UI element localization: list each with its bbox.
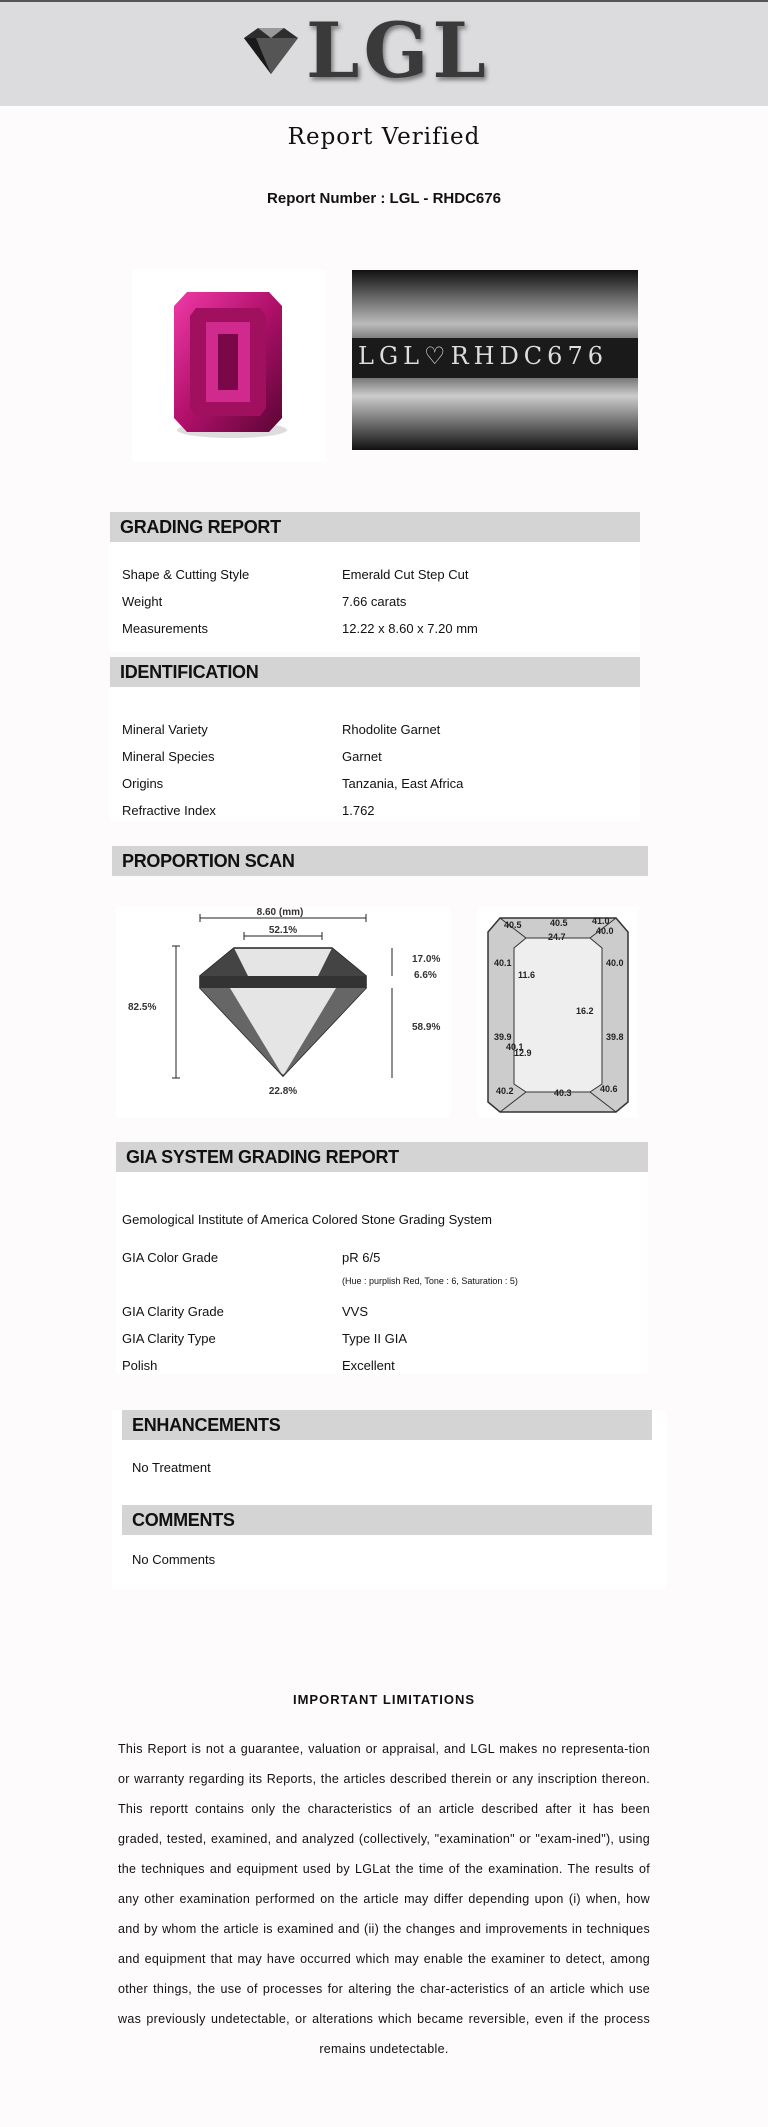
girdle-percent: 6.6%: [414, 970, 437, 981]
gia-color-value: pR 6/5: [342, 1250, 381, 1265]
logo-text: LGL: [306, 6, 490, 95]
header-banner: [0, 0, 768, 106]
refractive-index-label: Refractive Index: [122, 803, 216, 818]
top-view-diagram: [478, 906, 638, 1118]
facet-value: 40.3: [554, 1088, 572, 1098]
facet-value: 39.8: [606, 1032, 624, 1042]
report-number: Report Number : LGL - RHDC676: [267, 190, 501, 207]
facet-value: 11.6: [518, 970, 536, 980]
enhancements-value: No Treatment: [132, 1460, 211, 1475]
mineral-species-label: Mineral Species: [122, 749, 215, 764]
clarity-type-value: Type II GIA: [342, 1331, 408, 1346]
grading-report-section: [110, 512, 640, 652]
refractive-index-value: 1.762: [342, 803, 375, 818]
facet-value: 40.2: [496, 1086, 514, 1096]
inscription-photo: [352, 270, 638, 450]
facet-value: 16.2: [576, 1006, 594, 1016]
facet-value: 24.7: [548, 932, 566, 942]
identification-header: IDENTIFICATION: [110, 657, 640, 687]
mineral-species-value: Garnet: [342, 749, 382, 764]
facet-value: 40.1: [494, 958, 512, 968]
gia-grading-section: [116, 1142, 648, 1374]
gemstone-photo: [132, 270, 326, 462]
comments-header: COMMENTS: [122, 1505, 652, 1535]
measurements-label: Measurements: [122, 621, 208, 636]
shape-value: Emerald Cut Step Cut: [342, 567, 469, 582]
clarity-grade-value: VVS: [342, 1304, 369, 1319]
table-percent: 52.1%: [268, 925, 298, 936]
clarity-grade-label: GIA Clarity Grade: [122, 1304, 224, 1319]
laser-inscription: LGL♡RHDC676: [358, 342, 608, 370]
origins-value: Tanzania, East Africa: [342, 776, 464, 791]
facet-value: 40.0: [596, 926, 614, 936]
culet-percent: 22.8%: [268, 1086, 298, 1097]
facet-value: 39.9: [494, 1032, 512, 1042]
weight-label: Weight: [122, 594, 163, 609]
pavilion-percent: 58.9%: [412, 1022, 441, 1033]
identification-section: [110, 657, 640, 822]
grading-report-header: GRADING REPORT: [110, 512, 640, 542]
comments-value: No Comments: [132, 1552, 216, 1567]
diamond-logo-icon: [236, 26, 306, 76]
crown-percent: 17.0%: [412, 954, 441, 965]
gia-grading-header: GIA SYSTEM GRADING REPORT: [116, 1142, 648, 1172]
clarity-type-label: GIA Clarity Type: [122, 1331, 216, 1346]
shape-label: Shape & Cutting Style: [122, 567, 250, 582]
enhancements-header: ENHANCEMENTS: [122, 1410, 652, 1440]
facet-value: 41.0: [592, 916, 610, 926]
width-label: 8.60 (mm): [256, 907, 304, 918]
facet-value: 40.1: [506, 1042, 524, 1052]
weight-value: 7.66 carats: [342, 594, 407, 609]
facet-value: 40.6: [600, 1084, 618, 1094]
proportion-scan-header: PROPORTION SCAN: [112, 846, 648, 876]
gia-color-label: GIA Color Grade: [122, 1250, 219, 1265]
origins-label: Origins: [122, 776, 164, 791]
facet-value: 40.0: [606, 958, 624, 968]
facet-value: 12.9: [514, 1048, 532, 1058]
page-title: Report Verified: [287, 124, 481, 150]
facet-value: 40.5: [550, 918, 568, 928]
measurements-value: 12.22 x 8.60 x 7.20 mm: [342, 621, 478, 636]
enhancements-comments-section: [112, 1410, 666, 1590]
proportion-scan-section: [112, 846, 648, 876]
mineral-variety-label: Mineral Variety: [122, 722, 208, 737]
limitations-text: This Report is not a guarantee, valuation or appraisal, and LGL makes no representa-tion or warranty regarding its Reports, the articles described therein or any inscription thereon. This reportt contains only the characteristics of an article described after it has been graded, tested, examined, and analyzed (collectively, "examination" or "exam-ined"), using the techniques and equipment used by LGLat the time of the examination. The results of any other examination performed on the article may differ depending upon (i) when, how and by whom the article is examined and (ii) the changes and improvements in techniques and equipment that may have occurred which may enable the examiner to detect, among other things, the use of processes for altering the char-acteristics of an article which use was previously undetectable, or alterations which became reversible, even if the process remains undetectable.: [118, 1742, 650, 2056]
facet-value: 40.5: [504, 920, 522, 930]
polish-value: Excellent: [342, 1358, 395, 1373]
gia-color-note: (Hue : purplish Red, Tone : 6, Saturation : 5): [342, 1276, 518, 1286]
side-profile-diagram: [116, 906, 450, 1118]
depth-percent: 82.5%: [128, 1002, 157, 1013]
polish-label: Polish: [122, 1358, 158, 1373]
mineral-variety-value: Rhodolite Garnet: [342, 722, 441, 737]
limitations-title: IMPORTANT LIMITATIONS: [292, 1692, 476, 1707]
gia-system-name: Gemological Institute of America Colored Stone Grading System: [122, 1212, 492, 1227]
lgl-logo: [236, 6, 496, 95]
